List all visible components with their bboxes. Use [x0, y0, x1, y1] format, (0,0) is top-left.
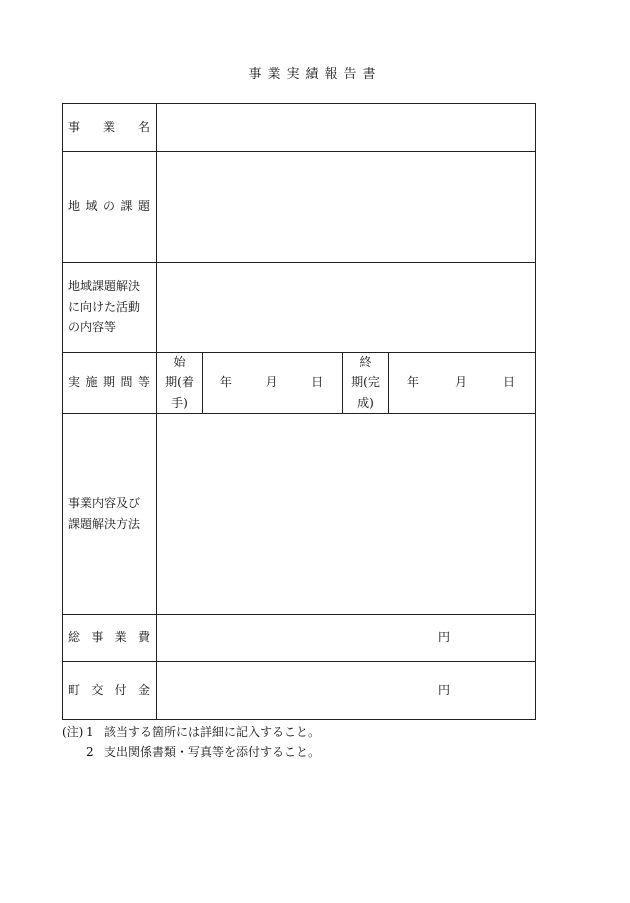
month-label: 月: [454, 375, 467, 390]
end-date-field[interactable]: [389, 352, 535, 413]
content-label: 事業内容及び 課題解決方法: [68, 496, 141, 531]
note-item: [62, 722, 320, 742]
grant-label: 町 交 付 金: [68, 682, 150, 697]
table-border-bottom: [62, 719, 536, 720]
day-label: 日: [502, 375, 515, 390]
yen-unit: 円: [437, 682, 450, 697]
note-item: [62, 742, 320, 762]
yen-unit: 円: [437, 630, 450, 645]
day-label: 日: [311, 375, 324, 390]
start-date-field[interactable]: [203, 352, 342, 413]
note-number: 2: [86, 745, 94, 759]
period-label: 実 施 期 間 等: [68, 375, 150, 390]
activities-field[interactable]: [157, 263, 535, 352]
document-title: 事業実績報告書: [248, 67, 382, 82]
project-name-label: 事 業 名: [68, 119, 150, 134]
total-cost-field[interactable]: [156, 614, 536, 661]
activities-label: 地域課題解決 に向けた活動 の内容等: [68, 279, 141, 335]
notes: [62, 722, 320, 762]
end-period-label: 終 期(完 成): [351, 354, 380, 410]
total-cost-label: 総 事 業 費: [68, 630, 150, 645]
year-label: 年: [406, 375, 419, 390]
month-label: 月: [265, 375, 278, 390]
regional-issue-label: 地 域 の 課 題: [68, 199, 150, 214]
grant-field[interactable]: [156, 661, 536, 719]
report-table: [62, 103, 536, 720]
start-period-label: 始 期(着 手): [165, 354, 194, 410]
regional-issue-field[interactable]: [157, 152, 535, 262]
note-prefix: (注): [62, 725, 84, 739]
project-name-field[interactable]: [157, 104, 535, 151]
note-text: 支出関係書類・写真等を添付すること。: [104, 745, 321, 759]
note-number: 1: [86, 725, 94, 739]
content-field[interactable]: [157, 414, 535, 614]
note-text: 該当する箇所には詳細に記入すること。: [104, 725, 321, 739]
year-label: 年: [219, 375, 232, 390]
